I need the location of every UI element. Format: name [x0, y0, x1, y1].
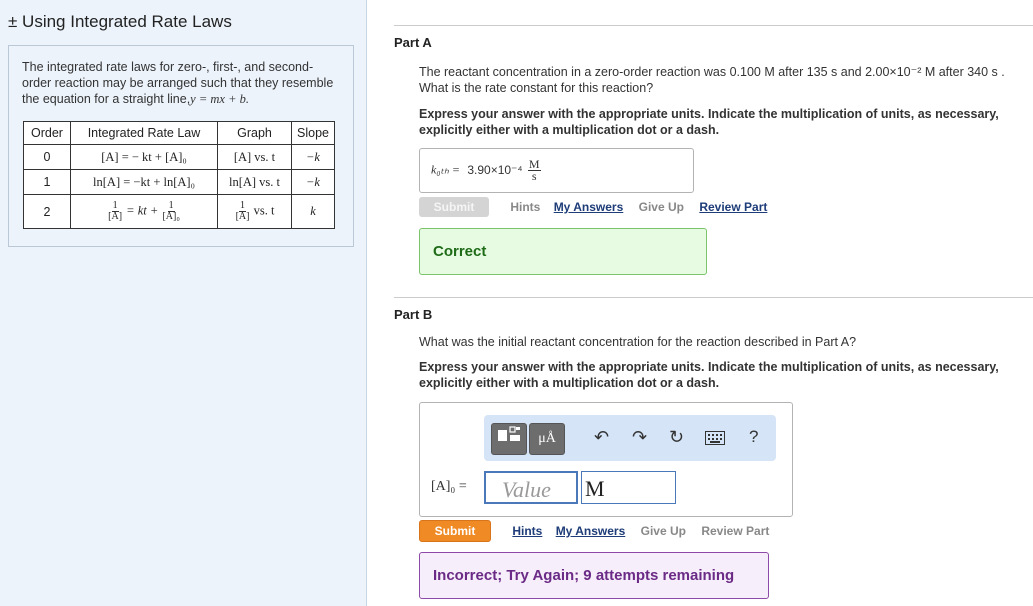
hints-link[interactable]: Hints [510, 200, 541, 214]
templates-button[interactable] [491, 423, 527, 455]
table-header-row [24, 122, 335, 145]
part-a-actions [419, 197, 767, 217]
answer-value: 3.90×10⁻⁴ [467, 162, 523, 177]
value-label: [A]₀ = [431, 479, 467, 494]
my-answers-link[interactable]: My Answers [553, 200, 624, 214]
answer-editor [419, 402, 793, 517]
intro-panel [0, 0, 367, 606]
correct-feedback: Correct [419, 228, 707, 275]
review-part-link[interactable]: Review Part [699, 200, 768, 214]
intro-text: The integrated rate laws for zero-, first-, and second-order reaction may be arranged such that they resemble the equation for a straight line,y = mx + b. [22, 60, 334, 106]
page-title: ± Using Integrated Rate Laws [8, 12, 232, 31]
table-header: Order [24, 122, 71, 145]
part-b-question: What was the initial reactant concentration for the reaction described in Part A? [419, 335, 857, 349]
keyboard-icon[interactable] [705, 429, 725, 450]
review-part-link[interactable]: Review Part [701, 524, 770, 538]
divider [394, 297, 1033, 298]
give-up-link: Give Up [638, 200, 684, 214]
unit-input[interactable]: M [581, 471, 676, 504]
table-header: Graph [218, 122, 292, 145]
part-b-label: Part B [394, 307, 433, 322]
templates-icon [496, 424, 522, 444]
give-up-link[interactable]: Give Up [640, 524, 686, 538]
table-row: 0 [A] = − kt + [A]₀ [A] vs. t −k [24, 145, 335, 170]
answer-unit: $\frac{M}{s}$ [528, 157, 540, 183]
incorrect-feedback: Incorrect; Try Again; 9 attempts remaining [419, 552, 769, 599]
my-answers-link[interactable]: My Answers [555, 524, 626, 538]
value-input[interactable]: Value [484, 471, 578, 504]
part-a-label: Part A [394, 35, 432, 50]
answer-variable: k₀ₜₕ = [431, 162, 460, 177]
table-row: 1 ln[A] = −kt + ln[A]₀ ln[A] vs. t −k [24, 170, 335, 195]
math-toolbar [484, 415, 776, 461]
table-row: 2 $\frac{1}{[A]}$ = kt + $\frac{1}{\text{[A]₀}}$ $\frac{1}{[A]}$ vs. t k [24, 195, 335, 229]
intro-box [8, 45, 354, 247]
submit-button: Submit [419, 197, 489, 217]
hints-link[interactable]: Hints [512, 524, 543, 538]
undo-icon[interactable]: ↶ [594, 427, 610, 447]
part-a-instructions: Express your answer with the appropriate units. Indicate the multiplication of units, as necessary, explicitly either with a multiplication dot or a dash. [419, 107, 999, 137]
table-header: Slope [292, 122, 335, 145]
divider [394, 25, 1033, 26]
submit-button[interactable]: Submit [419, 520, 491, 542]
units-button[interactable]: μÅ [529, 423, 565, 455]
reset-icon[interactable]: ↻ [669, 427, 685, 447]
redo-icon[interactable]: ↷ [632, 427, 648, 447]
help-icon[interactable]: ? [749, 427, 759, 446]
part-a-answer-box [419, 148, 694, 193]
part-a-question: The reactant concentration in a zero-order reaction was 0.100 M after 135 s and 2.00×10⁻² M after 340 s . What is the rate constant for this reaction? [419, 65, 1005, 95]
part-b-instructions: Express your answer with the appropriate units. Indicate the multiplication of units, as necessary, explicitly either with a multiplication dot or a dash. [419, 360, 999, 390]
rate-law-table [23, 121, 335, 229]
part-b-actions [419, 520, 769, 542]
table-header: Integrated Rate Law [71, 122, 218, 145]
